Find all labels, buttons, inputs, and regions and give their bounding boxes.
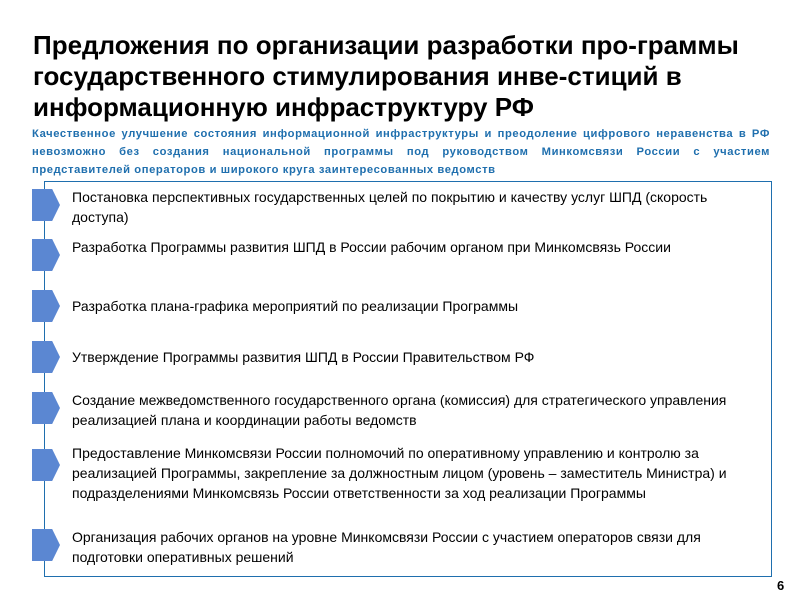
step-text: Разработка Программы развития ШПД в России рабочим органом при Минкомсвязь России (72, 239, 671, 255)
step-text: Утверждение Программы развития ШПД в России Правительством РФ (72, 349, 535, 365)
step-text: Предоставление Минкомсвязи России полномочий по оперативному управлению и контролю за реализацией Программы, закрепление за должностным лицом (уровень – заместитель Министра) и подразделениями Минкомсвязь России ответственности за ход реализации Программы (72, 445, 727, 501)
step-text: Организация рабочих органов на уровне Минкомсвязи России с участием операторов связи для подготовки оперативных решений (72, 529, 701, 565)
step-text: Постановка перспективных государственных целей по покрытию и качеству услуг ШПД (скорость доступа) (72, 189, 708, 225)
page-number: 6 (777, 578, 785, 593)
step-text: Создание межведомственного государственного органа (комиссия) для стратегического управления реализацией плана и координации работы ведомств (72, 392, 727, 428)
step-text: Разработка плана-графика мероприятий по реализации Программы (72, 298, 519, 314)
page-title: Предложения по организации разработки про-граммы государственного стимулирования инве-стиций в информационную инфраструктуру РФ (33, 30, 739, 122)
subtitle: Качественное улучшение состояния информационной инфраструктуры и преодоление цифрового неравенства в РФ невозможно без создания национальной программы под руководством Минкомсвязи России с участием представителей операторов и широкого круга заинтересованных ведомств (32, 128, 770, 176)
